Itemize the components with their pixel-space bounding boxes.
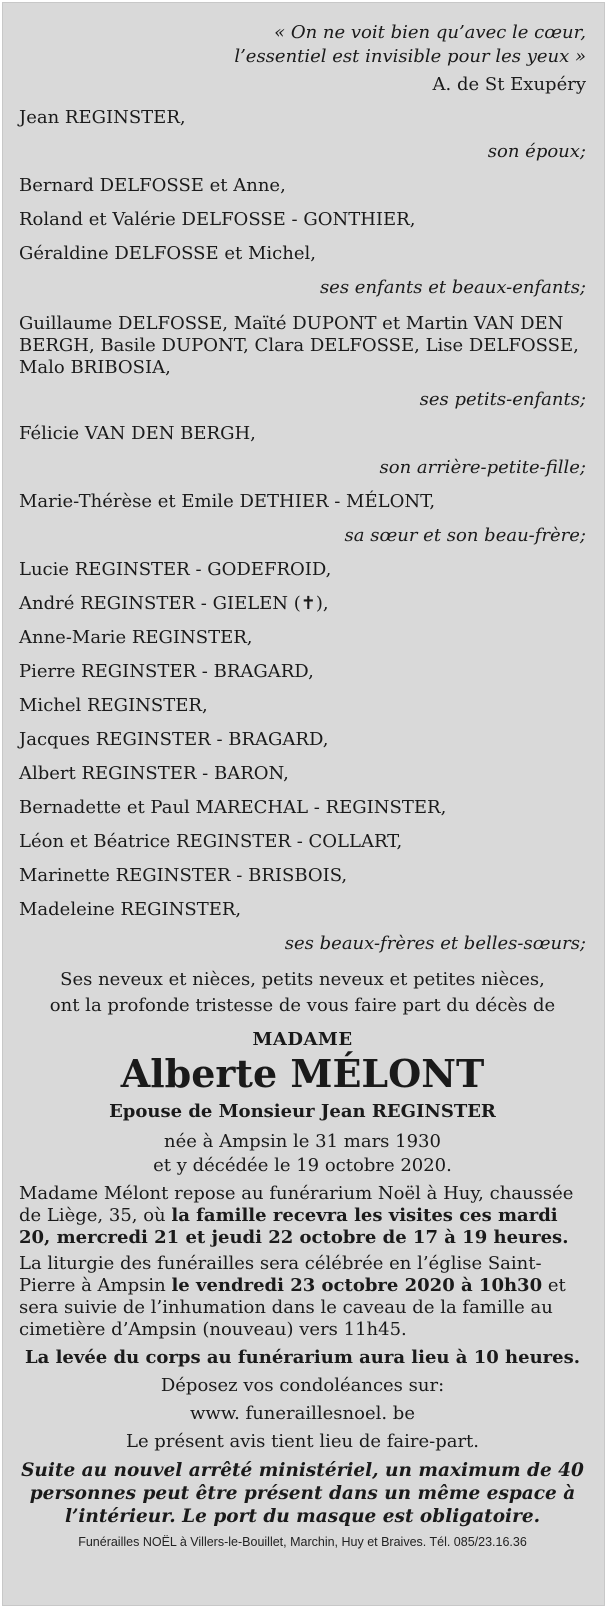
visits-hours: la famille recevra les visites ces mardi xyxy=(171,1205,558,1226)
funeral-home-footer: Funérailles NOËL à Villers-le-Bouillet, Marchin, Huy et Braives. Tél. 085/23.16.36 xyxy=(78,1535,527,1549)
visits-text: de Liège, 35, où xyxy=(19,1205,172,1226)
birth-line: née à Ampsin le 31 mars 1930 xyxy=(164,1131,441,1152)
condolences-url[interactable]: www. funerailles​noel. be xyxy=(190,1403,415,1424)
grandchildren-line: BERGH, Basile DUPONT, Clara DELFOSSE, Lise DELFOSSE, xyxy=(19,335,579,356)
quote-author: A. de St Exupéry xyxy=(432,74,586,95)
announcement-line: Ses neveux et nièces, petits neveux et petites nièces, xyxy=(60,969,545,990)
family-name: Albert REGINSTER - BARON, xyxy=(19,763,289,784)
family-name: Michel REGINSTER, xyxy=(19,695,208,716)
relation-label: ses petits-enfants; xyxy=(419,389,586,410)
family-name: Marinette REGINSTER - BRISBOIS, xyxy=(19,865,348,886)
covid-line: l’intérieur. Le port du masque est obligatoire. xyxy=(64,1506,541,1527)
covid-line: Suite au nouvel arrêté ministériel, un maximum de 40 xyxy=(21,1460,584,1481)
grandchildren-line: Malo BRIBOSIA, xyxy=(19,357,171,378)
deceased-title: MADAME xyxy=(252,1029,353,1050)
family-name: Lucie REGINSTER - GODEFROID, xyxy=(19,559,332,580)
relation-label: ses enfants et beaux-enfants; xyxy=(319,277,586,298)
condolences-line: Déposez vos condoléances sur: xyxy=(160,1375,445,1396)
quote-line: l’essentiel est invisible pour les yeux » xyxy=(234,46,586,67)
family-name: Léon et Béatrice REGINSTER - COLLART, xyxy=(19,831,403,852)
visits-line xyxy=(19,1227,586,1249)
family-name: Roland et Valérie DELFOSSE - GONTHIER, xyxy=(19,209,416,230)
death-line: et y décédée le 19 octobre 2020. xyxy=(153,1155,452,1176)
grandchildren-line: Guillaume DELFOSSE, Maïté DUPONT et Martin VAN DEN xyxy=(19,313,564,334)
deceased-spouse: Epouse de Monsieur Jean REGINSTER xyxy=(109,1101,496,1122)
liturgy-date: le vendredi 23 octobre 2020 à 10h30 xyxy=(171,1275,543,1296)
announcement-line: ont la profonde tristesse de vous faire part du décès de xyxy=(49,995,556,1016)
obituary-content xyxy=(19,3,586,1550)
family-name: Jacques REGINSTER - BRAGARD, xyxy=(19,729,329,750)
family-name: Géraldine DELFOSSE et Michel, xyxy=(19,243,316,264)
visits-hours: 20, mercredi 21 et jeudi 22 octobre de 17 à 19 heures. xyxy=(19,1227,569,1248)
family-name: Marie-Thérèse et Emile DETHIER - MÉLONT, xyxy=(19,491,436,512)
liturgy-line: La liturgie des funérailles sera célébrée en l’église Saint- xyxy=(19,1253,542,1274)
relation-label: sa sœur et son beau-frère; xyxy=(344,525,586,546)
liturgy-line: cimetière d’Ampsin (nouveau) vers 11h45. xyxy=(19,1319,407,1340)
visits-line: Madame Mélont repose au funérarium Noël à Huy, chaussée xyxy=(19,1183,574,1204)
family-name: Bernard DELFOSSE et Anne, xyxy=(19,175,286,196)
notice-line: Le présent avis tient lieu de faire-part. xyxy=(125,1431,480,1452)
visits-line xyxy=(19,1205,586,1227)
relation-label: son époux; xyxy=(487,141,586,162)
quote-line: « On ne voit bien qu’avec le cœur, xyxy=(274,22,586,43)
liturgy-line: sera suivie de l’inhumation dans le caveau de la famille au xyxy=(19,1297,553,1318)
family-name: Bernadette et Paul MARECHAL - REGINSTER, xyxy=(19,797,447,818)
liturgy-text: et xyxy=(542,1275,566,1296)
deceased-name: Alberte MÉLONT xyxy=(120,1051,485,1096)
relation-label: son arrière-petite-fille; xyxy=(379,457,586,478)
family-name: Pierre REGINSTER - BRAGARD, xyxy=(19,661,314,682)
family-name: André REGINSTER - GIELEN (✝), xyxy=(19,593,329,614)
liturgy-line xyxy=(19,1275,586,1297)
covid-line: personnes peut être présent dans un même espace à xyxy=(29,1483,576,1504)
levee-line: La levée du corps au funérarium aura lieu à 10 heures. xyxy=(25,1347,580,1368)
relation-label: ses beaux-frères et belles-sœurs; xyxy=(284,933,586,954)
family-name: Madeleine REGINSTER, xyxy=(19,899,242,920)
family-name: Félicie VAN DEN BERGH, xyxy=(19,423,256,444)
family-name: Anne-Marie REGINSTER, xyxy=(19,627,253,648)
family-name: Jean REGINSTER, xyxy=(19,107,186,128)
obituary-card xyxy=(2,2,605,1606)
liturgy-text: Pierre à Ampsin xyxy=(19,1275,172,1296)
